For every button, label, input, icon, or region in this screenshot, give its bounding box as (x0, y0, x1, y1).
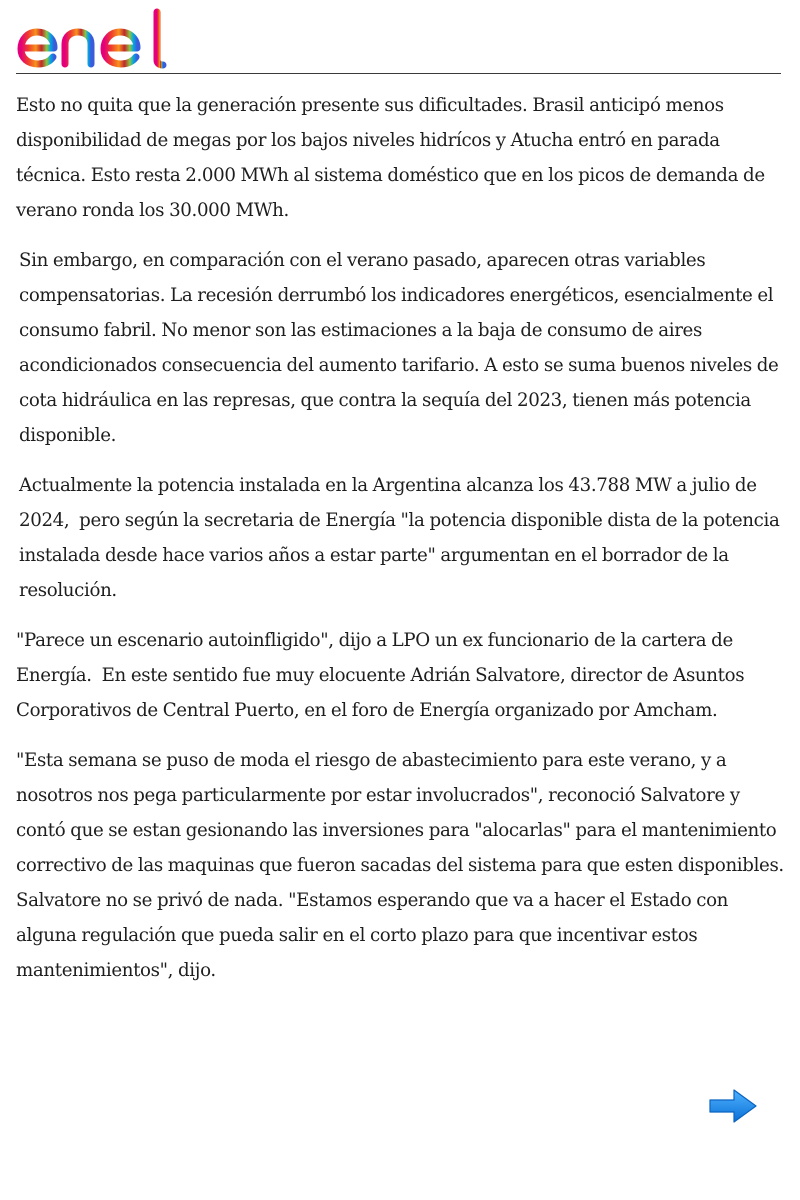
header-divider (16, 73, 781, 74)
article-paragraph-2: Sin embargo, en comparación con el verano pasado, aparecen otras variables compensatorias. La recesión derrumbó los indicadores energéticos, esencialmente el consumo fabril. No menor son las estimaciones a la baja de consumo de aires acondicionados consecuencia del aumento tarifario. A esto se suma buenos niveles de cota hidráulica en las represas, que contra la sequía del 2023, tienen más potencia disponible. (19, 250, 784, 446)
enel-logo-graphic (16, 8, 186, 70)
arrow-right-icon (706, 1086, 760, 1126)
logo-text (186, 8, 187, 9)
next-page-button[interactable] (706, 1086, 760, 1126)
article-paragraph-5: "Esta semana se puso de moda el riesgo de abastecimiento para este verano, y a nosotros nos pega particularmente por estar involucrados", reconoció Salvatore y contó que se estan gesionando las inversiones para "alocarlas" para el mantenimiento correctivo de las maquinas que fueron sacadas del sistema para que esten disponibles. Salvatore no se privó de nada. "Estamos esperando que va a hacer el Estado con alguna regulación que pueda salir en el corto plazo para que incentivar estos mantenimientos", dijo. (16, 750, 789, 981)
article-paragraph-3: Actualmente la potencia instalada en la Argentina alcanza los 43.788 MW a julio de 2024, pero según la secretaria de Energía "la potencia disponible dista de la potencia instalada desde hace varios años a estar parte" argumentan en el borrador de la resolución. (19, 475, 785, 601)
article-body (16, 88, 789, 988)
page-header (16, 8, 781, 74)
article-paragraph-4: "Parece un escenario autoinfligido", dijo a LPO un ex funcionario de la cartera de Energía. En este sentido fue muy elocuente Adrián Salvatore, director de Asuntos Corporativos de Central Puerto, en el foro de Energía organizado por Amcham. (16, 630, 750, 721)
article-paragraph-1: Esto no quita que la generación presente sus dificultades. Brasil anticipó menos disponibilidad de megas por los bajos niveles hidrícos y Atucha entró en parada técnica. Esto resta 2.000 MWh al sistema doméstico que en los picos de demanda de verano ronda los 30.000 MWh. (16, 95, 770, 221)
enel-logo[interactable] (16, 8, 186, 70)
